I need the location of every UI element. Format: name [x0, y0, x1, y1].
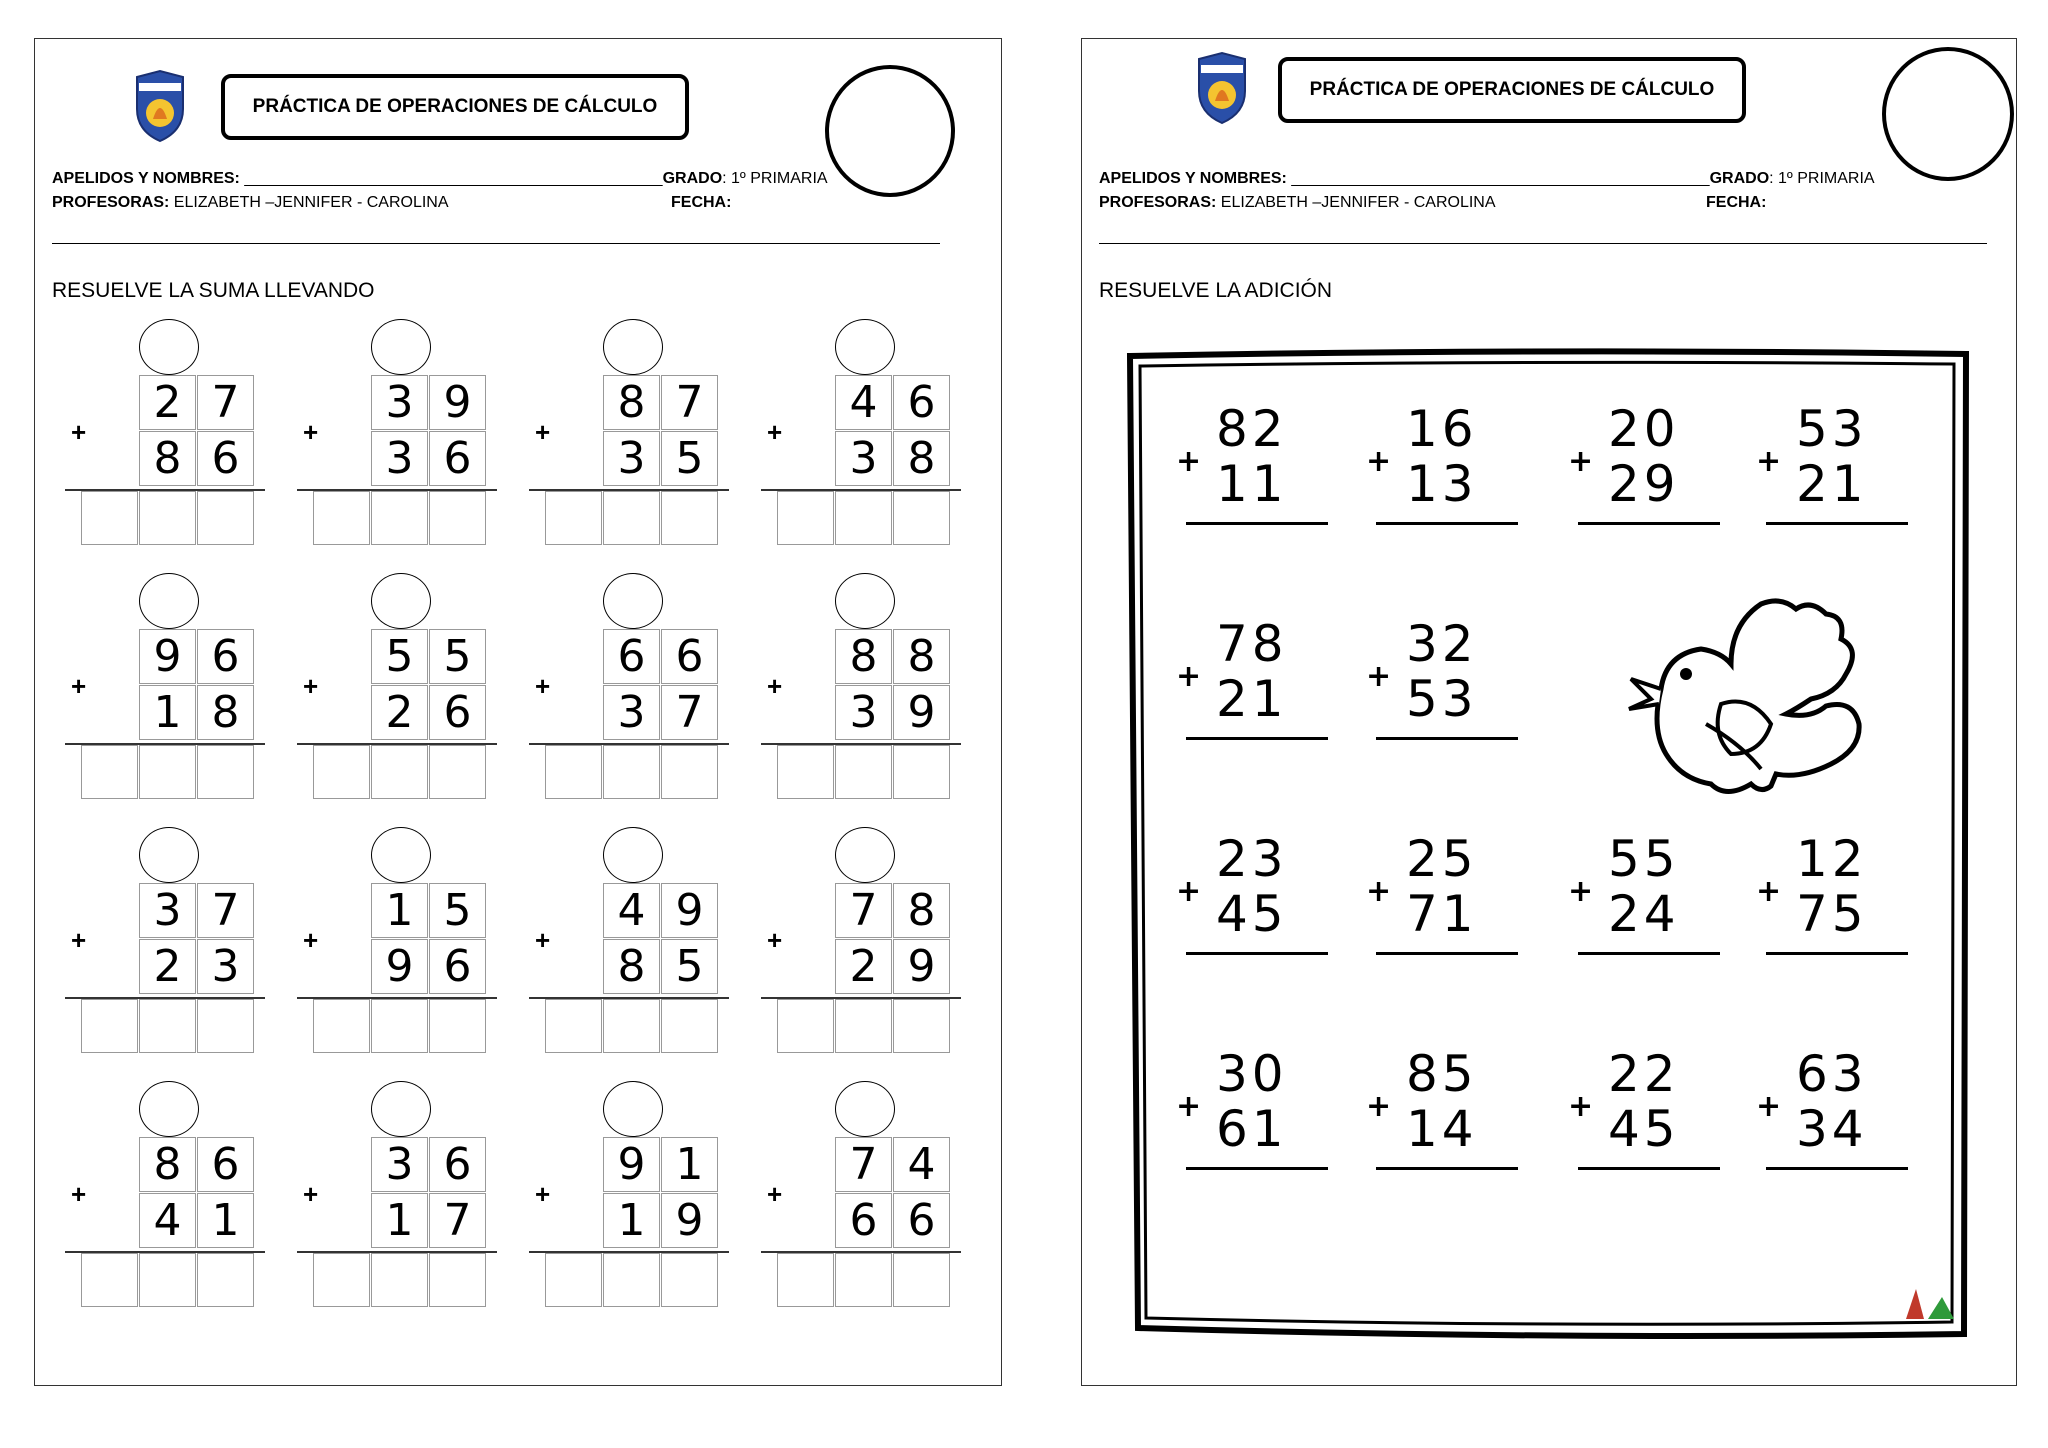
answer-box[interactable] [893, 1253, 950, 1307]
answer-line[interactable] [1186, 522, 1328, 525]
carry-circle[interactable] [835, 1081, 895, 1137]
school-logo-icon [133, 69, 187, 143]
carry-circle[interactable] [835, 827, 895, 883]
addend-bottom-digit: 8 [139, 431, 196, 486]
addend-bottom: 21 [1796, 455, 1868, 513]
answer-box[interactable] [313, 745, 370, 799]
answer-box[interactable] [429, 1253, 486, 1307]
answer-line[interactable] [1578, 522, 1720, 525]
answer-line[interactable] [1186, 737, 1328, 740]
vertical-addition [1756, 1045, 1906, 1169]
addend-bottom-digit: 6 [835, 1193, 892, 1248]
answer-box[interactable] [429, 999, 486, 1053]
plus-sign: + [1568, 444, 1594, 479]
answer-box[interactable] [197, 1253, 254, 1307]
addition-problem [529, 1081, 739, 1311]
addend-bottom-digit: 5 [661, 431, 718, 486]
plus-sign: + [767, 417, 783, 447]
worksheet-title: PRÁCTICA DE OPERACIONES DE CÁLCULO [221, 74, 689, 140]
vertical-addition [1568, 400, 1718, 524]
addend-bottom: 71 [1406, 885, 1478, 943]
answer-line[interactable] [1376, 1167, 1518, 1170]
plus-sign: + [303, 671, 319, 701]
answer-line[interactable] [1186, 1167, 1328, 1170]
addend-bottom: 45 [1216, 885, 1288, 943]
plus-sign: + [303, 417, 319, 447]
vertical-addition [1366, 615, 1516, 739]
carry-circle[interactable] [139, 827, 199, 883]
answer-box[interactable] [603, 491, 660, 545]
answer-box[interactable] [893, 491, 950, 545]
answer-box[interactable] [835, 999, 892, 1053]
plus-sign: + [1756, 444, 1782, 479]
addend-top-digit: 8 [139, 1137, 196, 1192]
addend-bottom-digit: 3 [603, 431, 660, 486]
answer-box[interactable] [603, 745, 660, 799]
addend-bottom-digit: 6 [429, 431, 486, 486]
answer-box[interactable] [371, 999, 428, 1053]
addition-problem [761, 573, 971, 803]
addend-bottom-digit: 1 [371, 1193, 428, 1248]
addend-bottom-digit: 9 [661, 1193, 718, 1248]
addend-bottom-digit: 7 [429, 1193, 486, 1248]
addend-bottom-digit: 3 [835, 685, 892, 740]
answer-box[interactable] [429, 491, 486, 545]
answer-box[interactable] [835, 745, 892, 799]
carry-circle[interactable] [603, 1081, 663, 1137]
addend-bottom-digit: 7 [661, 685, 718, 740]
activity-frame [1116, 344, 1976, 1344]
addend-top-digit: 6 [661, 629, 718, 684]
addend-bottom: 29 [1608, 455, 1680, 513]
addend-top-digit: 6 [197, 629, 254, 684]
addend-bottom: 24 [1608, 885, 1680, 943]
addend-top: 63 [1796, 1045, 1868, 1103]
addition-problem [297, 1081, 507, 1311]
addend-top: 12 [1796, 830, 1868, 888]
worksheet-left [34, 38, 1002, 1386]
answer-box[interactable] [81, 1253, 138, 1307]
digit-grid [139, 883, 255, 995]
answer-line[interactable] [1376, 522, 1518, 525]
addend-top: 78 [1216, 615, 1288, 673]
names-row: APELIDOS Y NOMBRES: _______________________________________________GRADO: 1º PRIMARIA [1099, 170, 1875, 187]
addend-top-digit: 9 [661, 883, 718, 938]
digit-grid [139, 375, 255, 487]
addend-top-digit: 6 [893, 375, 950, 430]
addition-problem [65, 1081, 275, 1311]
answer-line[interactable] [1186, 952, 1328, 955]
digit-grid [371, 629, 487, 741]
plus-sign: + [1366, 874, 1392, 909]
addend-top-digit: 7 [661, 375, 718, 430]
vertical-addition [1176, 1045, 1326, 1169]
addend-top: 25 [1406, 830, 1478, 888]
answer-box[interactable] [661, 1253, 718, 1307]
vertical-addition [1756, 400, 1906, 524]
answer-box[interactable] [139, 491, 196, 545]
addend-bottom-digit: 8 [603, 939, 660, 994]
digit-grid [139, 1137, 255, 1249]
carry-circle[interactable] [139, 1081, 199, 1137]
answer-line[interactable] [1766, 1167, 1908, 1170]
answer-box[interactable] [835, 491, 892, 545]
addend-top-digit: 4 [603, 883, 660, 938]
addend-top-digit: 2 [139, 375, 196, 430]
digit-grid [603, 629, 719, 741]
addend-top: 32 [1406, 615, 1478, 673]
addend-top-digit: 1 [371, 883, 428, 938]
vertical-addition [1176, 615, 1326, 739]
answer-box[interactable] [893, 999, 950, 1053]
addend-top-digit: 8 [893, 629, 950, 684]
instruction-right: RESUELVE LA ADICIÓN [1099, 279, 1333, 302]
plus-sign: + [71, 925, 87, 955]
answer-box[interactable] [835, 1253, 892, 1307]
digit-grid [835, 883, 951, 995]
answer-line[interactable] [1766, 522, 1908, 525]
vertical-addition [1176, 830, 1326, 954]
names-row: APELIDOS Y NOMBRES: _______________________________________________GRADO: 1º PRIMARIA [52, 170, 828, 187]
date-label: FECHA: [671, 194, 732, 211]
digit-grid [139, 629, 255, 741]
plus-sign: + [1568, 1089, 1594, 1124]
answer-box[interactable] [197, 999, 254, 1053]
addend-bottom-digit: 9 [893, 939, 950, 994]
addend-bottom-digit: 3 [197, 939, 254, 994]
vertical-addition [1756, 830, 1906, 954]
digit-grid [603, 883, 719, 995]
addition-problem [65, 827, 275, 1057]
addend-bottom-digit: 2 [835, 939, 892, 994]
date-label: FECHA: [1706, 194, 1767, 211]
plus-sign: + [1176, 659, 1202, 694]
school-logo-icon [1195, 51, 1249, 125]
addend-bottom-digit: 2 [139, 939, 196, 994]
carry-circle[interactable] [603, 827, 663, 883]
plus-sign: + [303, 1179, 319, 1209]
addend-bottom-digit: 9 [371, 939, 428, 994]
addition-problem [297, 319, 507, 549]
digit-grid [371, 1137, 487, 1249]
carry-circle[interactable] [371, 573, 431, 629]
addend-bottom: 53 [1406, 670, 1478, 728]
addend-bottom-digit: 3 [603, 685, 660, 740]
answer-box[interactable] [893, 745, 950, 799]
answer-box[interactable] [777, 491, 834, 545]
plus-sign: + [535, 925, 551, 955]
corner-decoration-icon [1906, 1289, 1956, 1319]
answer-box[interactable] [545, 999, 602, 1053]
answer-box[interactable] [371, 491, 428, 545]
answer-box[interactable] [661, 745, 718, 799]
addend-top-digit: 7 [835, 1137, 892, 1192]
plus-sign: + [1756, 1089, 1782, 1124]
addend-bottom-digit: 1 [603, 1193, 660, 1248]
vertical-addition [1366, 830, 1516, 954]
addend-bottom-digit: 1 [197, 1193, 254, 1248]
vertical-addition [1568, 830, 1718, 954]
answer-box[interactable] [545, 491, 602, 545]
answer-box[interactable] [81, 999, 138, 1053]
plus-sign: + [1176, 874, 1202, 909]
addend-bottom: 75 [1796, 885, 1868, 943]
addend-bottom: 21 [1216, 670, 1288, 728]
vertical-addition [1366, 1045, 1516, 1169]
plus-sign: + [535, 1179, 551, 1209]
addend-top-digit: 4 [835, 375, 892, 430]
answer-box[interactable] [81, 491, 138, 545]
plus-sign: + [767, 671, 783, 701]
addition-problem [761, 827, 971, 1057]
addend-bottom: 11 [1216, 455, 1288, 513]
addend-bottom: 61 [1216, 1100, 1288, 1158]
answer-line[interactable] [1578, 952, 1720, 955]
plus-sign: + [1756, 874, 1782, 909]
digit-grid [835, 375, 951, 487]
addend-top: 85 [1406, 1045, 1478, 1103]
addend-top: 82 [1216, 400, 1288, 458]
addend-bottom-digit: 6 [429, 939, 486, 994]
answer-box[interactable] [603, 1253, 660, 1307]
addend-top-digit: 8 [835, 629, 892, 684]
vertical-addition [1176, 400, 1326, 524]
answer-box[interactable] [371, 1253, 428, 1307]
addend-top-digit: 8 [603, 375, 660, 430]
answer-box[interactable] [545, 745, 602, 799]
worksheet-right [1081, 38, 2017, 1386]
addend-top-digit: 7 [835, 883, 892, 938]
addend-top: 55 [1608, 830, 1680, 888]
answer-box[interactable] [661, 491, 718, 545]
answer-box[interactable] [313, 1253, 370, 1307]
plus-sign: + [71, 1179, 87, 1209]
carry-circle[interactable] [371, 1081, 431, 1137]
addend-top-digit: 5 [429, 883, 486, 938]
answer-box[interactable] [603, 999, 660, 1053]
addend-bottom: 45 [1608, 1100, 1680, 1158]
answer-box[interactable] [197, 491, 254, 545]
addition-problem [529, 319, 739, 549]
digit-grid [835, 1137, 951, 1249]
digit-grid [371, 883, 487, 995]
teachers-row: PROFESORAS: ELIZABETH –JENNIFER - CAROLINA [52, 194, 449, 211]
addend-bottom-digit: 6 [893, 1193, 950, 1248]
addend-top: 16 [1406, 400, 1478, 458]
addend-bottom-digit: 9 [893, 685, 950, 740]
answer-box[interactable] [777, 745, 834, 799]
plus-sign: + [1366, 444, 1392, 479]
instruction-left: RESUELVE LA SUMA LLEVANDO [52, 279, 375, 302]
answer-box[interactable] [371, 745, 428, 799]
answer-box[interactable] [81, 745, 138, 799]
addend-bottom-digit: 8 [893, 431, 950, 486]
plus-sign: + [1366, 659, 1392, 694]
answer-box[interactable] [313, 999, 370, 1053]
addend-top-digit: 9 [139, 629, 196, 684]
header-divider [1099, 243, 1987, 244]
header-divider [52, 243, 940, 244]
plus-sign: + [1176, 1089, 1202, 1124]
addend-top-digit: 9 [429, 375, 486, 430]
carry-circle[interactable] [835, 319, 895, 375]
digit-grid [603, 1137, 719, 1249]
answer-box[interactable] [545, 1253, 602, 1307]
addend-bottom-digit: 3 [835, 431, 892, 486]
addend-top-digit: 1 [661, 1137, 718, 1192]
carry-circle[interactable] [603, 573, 663, 629]
addition-problem [297, 827, 507, 1057]
addend-top: 22 [1608, 1045, 1680, 1103]
bird-icon [1621, 594, 1891, 814]
teachers-row: PROFESORAS: ELIZABETH –JENNIFER - CAROLINA [1099, 194, 1496, 211]
digit-grid [603, 375, 719, 487]
carry-circle[interactable] [139, 573, 199, 629]
addend-top-digit: 5 [429, 629, 486, 684]
plus-sign: + [767, 1179, 783, 1209]
addend-bottom: 34 [1796, 1100, 1868, 1158]
addend-bottom-digit: 6 [429, 685, 486, 740]
plus-sign: + [535, 671, 551, 701]
addend-top: 23 [1216, 830, 1288, 888]
addition-problem [297, 573, 507, 803]
addend-top: 53 [1796, 400, 1868, 458]
answer-box[interactable] [313, 491, 370, 545]
answer-box[interactable] [777, 999, 834, 1053]
addition-problem [761, 319, 971, 549]
addend-top-digit: 9 [603, 1137, 660, 1192]
answer-box[interactable] [139, 1253, 196, 1307]
worksheet-title: PRÁCTICA DE OPERACIONES DE CÁLCULO [1278, 57, 1746, 123]
answer-box[interactable] [429, 745, 486, 799]
addend-top-digit: 3 [371, 375, 428, 430]
carry-circle[interactable] [603, 319, 663, 375]
answer-line[interactable] [1376, 737, 1518, 740]
addition-problem [65, 573, 275, 803]
addend-top-digit: 6 [197, 1137, 254, 1192]
addend-top-digit: 4 [893, 1137, 950, 1192]
addend-bottom: 14 [1406, 1100, 1478, 1158]
addend-top: 30 [1216, 1045, 1288, 1103]
score-circle [1882, 47, 2014, 181]
answer-line[interactable] [1578, 1167, 1720, 1170]
answer-line[interactable] [1766, 952, 1908, 955]
addend-bottom-digit: 8 [197, 685, 254, 740]
carry-circle[interactable] [835, 573, 895, 629]
addend-top-digit: 7 [197, 375, 254, 430]
answer-box[interactable] [777, 1253, 834, 1307]
answer-line[interactable] [1376, 952, 1518, 955]
plus-sign: + [1568, 874, 1594, 909]
vertical-addition [1366, 400, 1516, 524]
addend-top: 20 [1608, 400, 1680, 458]
addend-top-digit: 7 [197, 883, 254, 938]
addend-bottom-digit: 6 [197, 431, 254, 486]
digit-grid [371, 375, 487, 487]
addend-bottom-digit: 1 [139, 685, 196, 740]
answer-box[interactable] [197, 745, 254, 799]
addend-top-digit: 5 [371, 629, 428, 684]
carry-circle[interactable] [371, 319, 431, 375]
addition-problem [529, 573, 739, 803]
carry-circle[interactable] [371, 827, 431, 883]
addition-problem [529, 827, 739, 1057]
digit-grid [835, 629, 951, 741]
addend-top-digit: 3 [371, 1137, 428, 1192]
vertical-addition [1568, 1045, 1718, 1169]
plus-sign: + [767, 925, 783, 955]
addend-top-digit: 6 [429, 1137, 486, 1192]
score-circle [825, 65, 955, 197]
addend-bottom-digit: 4 [139, 1193, 196, 1248]
plus-sign: + [535, 417, 551, 447]
addition-problem [65, 319, 275, 549]
addend-top-digit: 6 [603, 629, 660, 684]
carry-circle[interactable] [139, 319, 199, 375]
addend-bottom: 13 [1406, 455, 1478, 513]
plus-sign: + [1366, 1089, 1392, 1124]
answer-box[interactable] [139, 745, 196, 799]
addend-top-digit: 3 [139, 883, 196, 938]
answer-box[interactable] [139, 999, 196, 1053]
addend-bottom-digit: 5 [661, 939, 718, 994]
plus-sign: + [1176, 444, 1202, 479]
plus-sign: + [303, 925, 319, 955]
addition-problem [761, 1081, 971, 1311]
answer-box[interactable] [661, 999, 718, 1053]
plus-sign: + [71, 671, 87, 701]
addend-bottom-digit: 3 [371, 431, 428, 486]
addend-top-digit: 8 [893, 883, 950, 938]
addend-bottom-digit: 2 [371, 685, 428, 740]
plus-sign: + [71, 417, 87, 447]
